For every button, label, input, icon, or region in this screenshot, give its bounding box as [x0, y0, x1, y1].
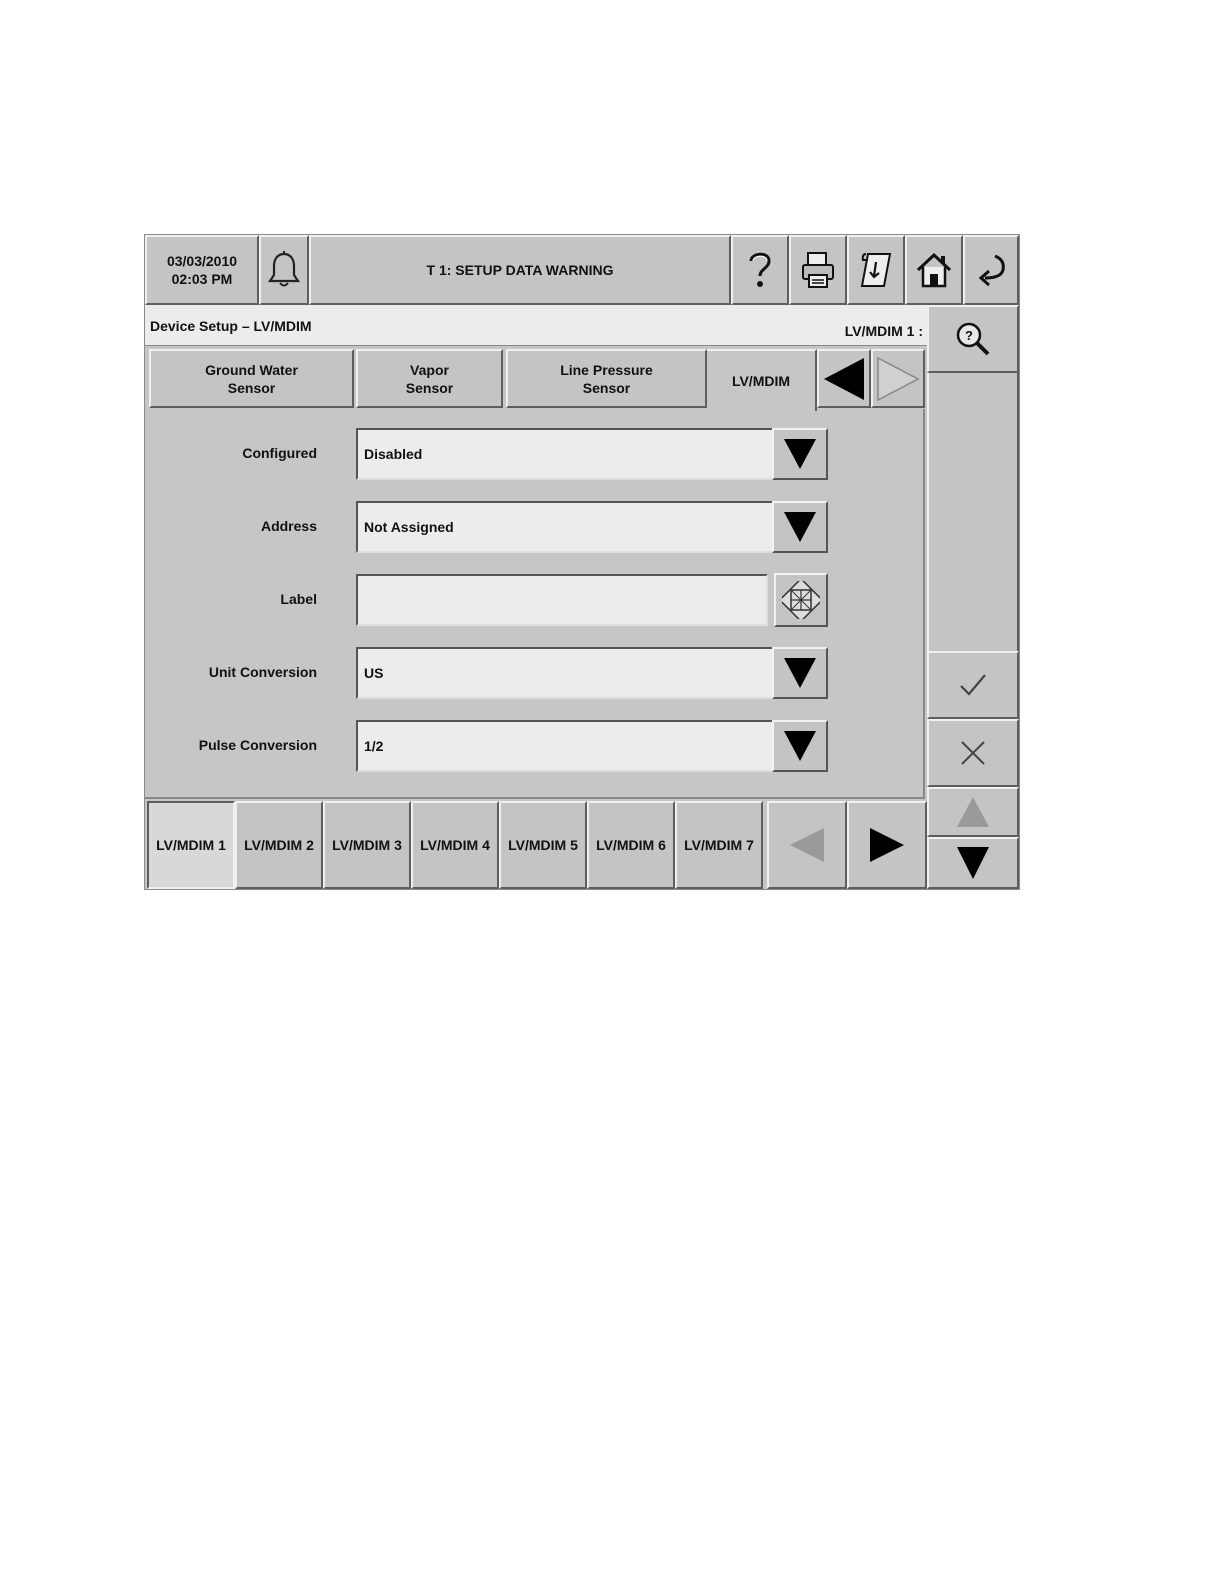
print-button[interactable]	[789, 235, 847, 305]
tab-label-line1: Line Pressure	[560, 361, 653, 378]
breadcrumb-bar	[145, 305, 927, 346]
date-text: 03/03/2010	[166, 253, 238, 269]
svg-text:?: ?	[965, 328, 973, 343]
keyboard-icon	[782, 581, 820, 619]
tab-label-line1: LV/MDIM	[731, 373, 791, 389]
side-panel-blank	[927, 373, 1019, 651]
triangle-left-icon	[788, 826, 826, 864]
device-label: LV/MDIM 1	[156, 837, 226, 853]
search-button[interactable]	[927, 305, 1019, 373]
label-input[interactable]	[356, 574, 768, 626]
printer-icon	[800, 250, 836, 290]
chevron-down-icon	[782, 437, 818, 471]
configured-label: Configured	[242, 445, 317, 461]
device-label: LV/MDIM 7	[684, 837, 754, 853]
triangle-up-icon	[955, 795, 991, 829]
address-select[interactable]	[356, 501, 774, 553]
chevron-down-icon	[782, 510, 818, 544]
back-button[interactable]	[963, 235, 1019, 305]
device-button-7[interactable]	[675, 801, 763, 889]
address-dropdown-button[interactable]	[772, 501, 828, 553]
device-button-4[interactable]	[411, 801, 499, 889]
home-button[interactable]	[905, 235, 963, 305]
scroll-up-button[interactable]	[927, 787, 1019, 837]
keyboard-button[interactable]	[774, 573, 828, 627]
device-indicator: LV/MDIM 1 :	[844, 323, 923, 339]
device-label: LV/MDIM 5	[508, 837, 578, 853]
triangle-right-icon	[868, 826, 906, 864]
device-button-1[interactable]	[147, 801, 235, 889]
cancel-button[interactable]	[927, 719, 1019, 787]
chevron-down-icon	[782, 729, 818, 763]
pulse-conversion-label: Pulse Conversion	[198, 737, 317, 753]
device-button-3[interactable]	[323, 801, 411, 889]
address-label: Address	[260, 518, 317, 534]
device-prev-button[interactable]	[767, 801, 847, 889]
unit-conversion-dropdown-button[interactable]	[772, 647, 828, 699]
unit-conversion-select[interactable]	[356, 647, 774, 699]
scroll-down-button[interactable]	[927, 837, 1019, 889]
tab-lv-mdim[interactable]	[707, 349, 817, 411]
device-next-button[interactable]	[847, 801, 927, 889]
configured-select[interactable]	[356, 428, 774, 480]
alarm-message-banner[interactable]	[309, 235, 731, 305]
pulse-conversion-select[interactable]	[356, 720, 774, 772]
tab-label-line1: Vapor	[410, 361, 449, 378]
triangle-down-icon	[955, 845, 991, 881]
address-value: Not Assigned	[364, 519, 454, 535]
unit-conversion-value: US	[364, 665, 384, 681]
triangle-right-icon	[876, 356, 920, 402]
unit-conversion-label: Unit Conversion	[208, 664, 317, 680]
accept-button[interactable]	[927, 651, 1019, 719]
tab-scroll-left-button[interactable]	[817, 349, 871, 408]
bell-icon	[266, 250, 302, 290]
tab-scroll-right-button[interactable]	[871, 349, 925, 408]
tab-ground-water-sensor[interactable]	[149, 349, 354, 408]
tab-vapor-sensor[interactable]	[356, 349, 503, 408]
tab-line-pressure-sensor[interactable]	[506, 349, 707, 408]
reports-button[interactable]	[847, 235, 905, 305]
device-label: LV/MDIM 4	[420, 837, 490, 853]
console-screen	[144, 234, 1020, 890]
alarm-bell-button[interactable]	[259, 235, 309, 305]
device-label: LV/MDIM 6	[596, 837, 666, 853]
report-icon	[858, 250, 894, 290]
tab-label-line1: Ground Water	[205, 361, 298, 378]
pulse-conversion-dropdown-button[interactable]	[772, 720, 828, 772]
tab-label-line2: Sensor	[582, 379, 631, 396]
help-button[interactable]	[731, 235, 789, 305]
form-panel	[145, 409, 925, 799]
label-field-label: Label	[280, 591, 317, 607]
device-label: LV/MDIM 2	[244, 837, 314, 853]
triangle-left-icon	[822, 356, 866, 402]
breadcrumb: Device Setup – LV/MDIM	[150, 318, 312, 334]
pulse-conversion-value: 1/2	[364, 738, 384, 754]
device-label: LV/MDIM 3	[332, 837, 402, 853]
checkmark-icon	[958, 672, 988, 698]
back-icon	[973, 250, 1009, 290]
datetime-display	[145, 235, 259, 305]
tab-label-line2: Sensor	[405, 379, 454, 396]
magnifier-icon	[953, 319, 993, 359]
device-button-2[interactable]	[235, 801, 323, 889]
alarm-message-text: T 1: SETUP DATA WARNING	[426, 262, 614, 278]
configured-value: Disabled	[364, 446, 423, 462]
time-text: 02:03 PM	[171, 271, 233, 287]
close-icon	[959, 739, 987, 767]
home-icon	[915, 250, 953, 290]
help-icon	[743, 249, 777, 291]
chevron-down-icon	[782, 656, 818, 690]
tab-label-line2: Sensor	[227, 379, 276, 396]
device-button-5[interactable]	[499, 801, 587, 889]
device-button-6[interactable]	[587, 801, 675, 889]
configured-dropdown-button[interactable]	[772, 428, 828, 480]
